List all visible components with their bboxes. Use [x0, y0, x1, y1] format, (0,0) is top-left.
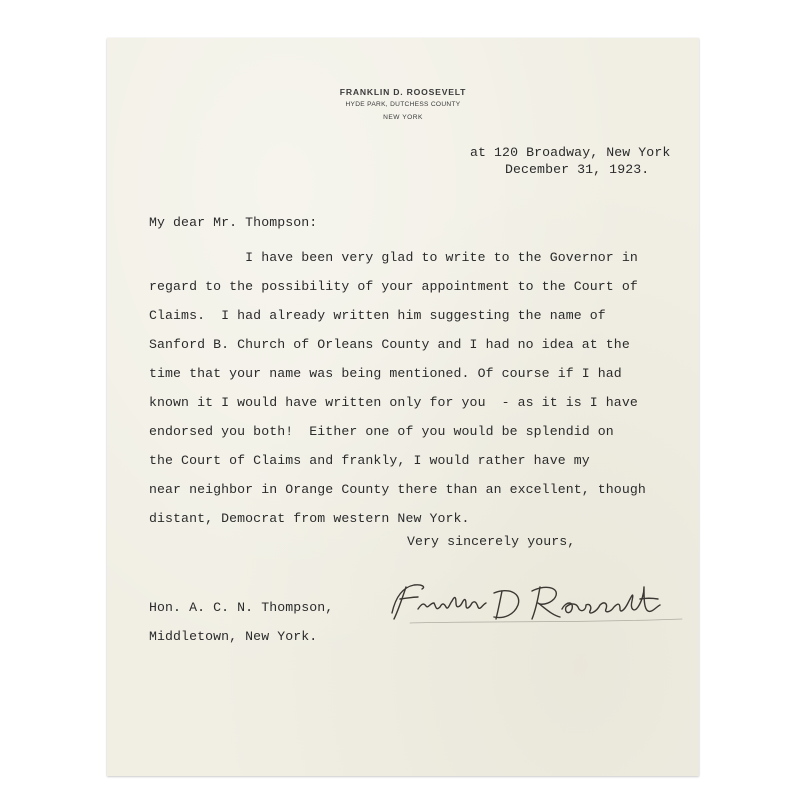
letterhead-address: HYDE PARK, DUTCHESS COUNTY	[345, 101, 461, 108]
body-line: endorsed you both! Either one of you would be splendid on	[149, 424, 614, 439]
letter-place: at 120 Broadway, New York	[470, 145, 671, 160]
addressee-city: Middletown, New York.	[149, 629, 318, 644]
letter-date: December 31, 1923.	[505, 162, 650, 177]
addressee-name: Hon. A. C. N. Thompson,	[149, 600, 334, 615]
body-line: known it I would have written only for you - as it is I have	[149, 395, 638, 410]
body-line: the Court of Claims and frankly, I would rather have my	[149, 453, 590, 468]
body-line: Sanford B. Church of Orleans County and I had no idea at the	[149, 337, 630, 352]
body-line: Claims. I had already written him suggesting the name of	[149, 308, 606, 323]
letterhead-name: FRANKLIN D. ROOSEVELT	[339, 87, 467, 97]
body-line: time that your name was being mentioned. Of course if I had	[149, 366, 622, 381]
body-line: near neighbor in Orange County there than an excellent, though	[149, 482, 646, 497]
body-line: I have been very glad to write to the Governor in	[149, 250, 638, 265]
letterhead-city: NEW YORK	[383, 114, 423, 121]
handwritten-signature	[382, 573, 702, 633]
body-line: regard to the possibility of your appointment to the Court of	[149, 279, 638, 294]
closing: Very sincerely yours,	[407, 534, 576, 549]
salutation: My dear Mr. Thompson:	[149, 215, 318, 230]
letter-sheet	[107, 38, 699, 776]
body-line: distant, Democrat from western New York.	[149, 511, 470, 526]
